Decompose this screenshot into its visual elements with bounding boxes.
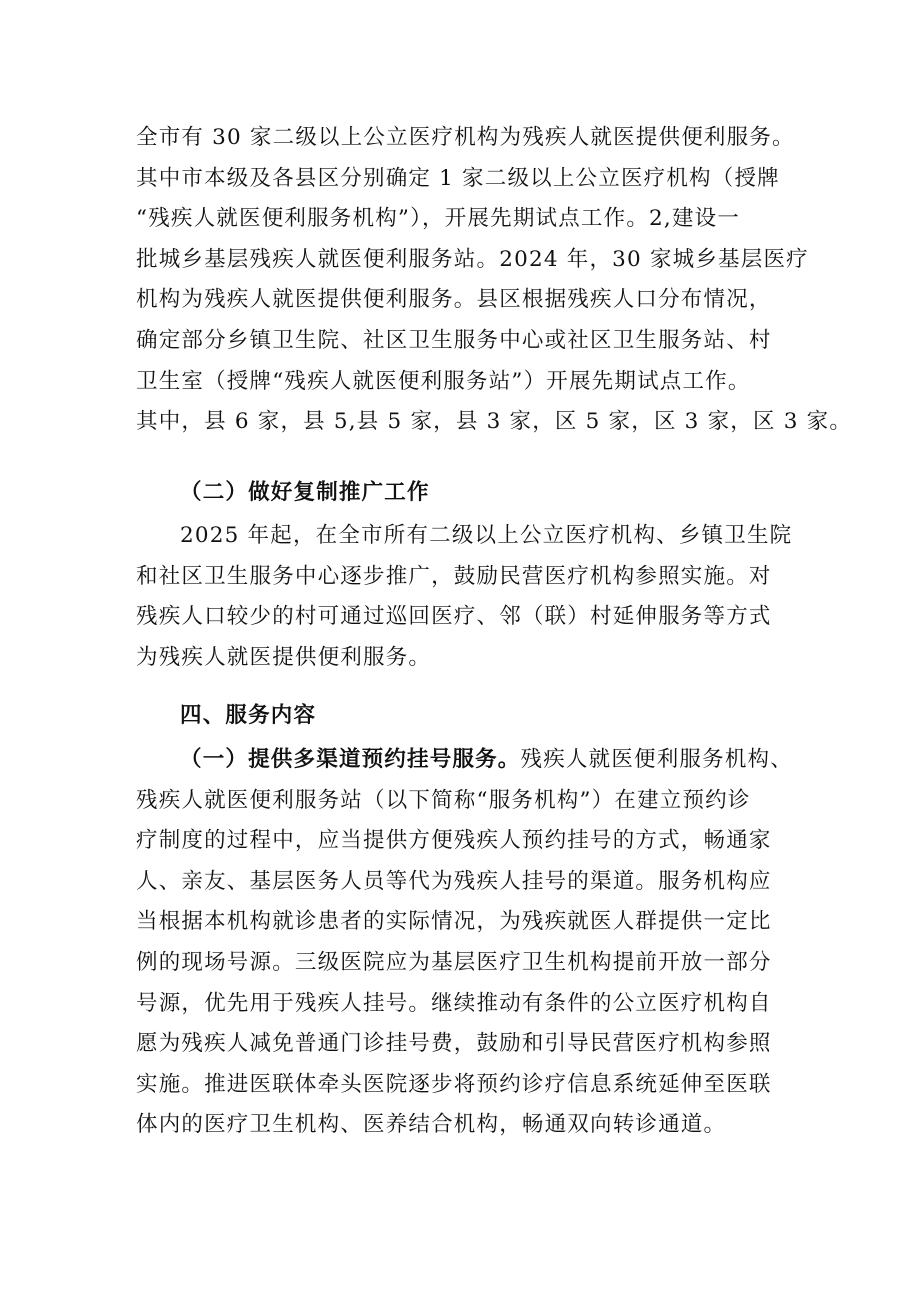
lead-line: [136, 740, 796, 781]
text-line: 2025 年起，在全市所有二级以上公立医疗机构、乡镇卫生院: [180, 523, 793, 548]
text-line: 为残疾人就医提供便利服务。: [136, 644, 432, 670]
subheading-block: [136, 473, 796, 514]
text-line: 全市有 30 家二级以上公立医疗机构为残疾人就医提供便利服务。: [136, 125, 795, 150]
text-line: 其中，县 6 家，县 5,县 5 家，县 3 家，区 5 家，区 3 家，区 3 家。: [136, 409, 853, 435]
text-line: 实施。推进医联体牵头医院逐步将预约诊疗信息系统延伸至医联: [136, 1071, 772, 1097]
text-line: 当根据本机构就诊患者的实际情况，为残疾就医人群提供一定比: [136, 909, 772, 935]
text-line: “残疾人就医便利服务机构”），开展先期试点工作。2,建设一: [136, 206, 741, 232]
lead-bold-title: （一）提供多渠道预约挂号服务。: [180, 747, 521, 772]
lead-rest-text: 残疾人就医便利服务机构、: [520, 747, 793, 772]
paragraph-pilot-institutions: [136, 118, 853, 443]
text-line: 机构为残疾人就医提供便利服务。县区根据残疾人口分布情况，: [136, 287, 772, 313]
text-line: 批城乡基层残疾人就医便利服务站。2024 年，30 家城乡基层医疗: [136, 246, 809, 272]
text-line: 愿为残疾人减免普通门诊挂号费，鼓励和引导民营医疗机构参照: [136, 1031, 772, 1057]
text-line: 卫生室（授牌“残疾人就医便利服务站”）开展先期试点工作。: [136, 368, 751, 394]
text-line: 确定部分乡镇卫生院、社区卫生服务中心或社区卫生服务站、村: [136, 327, 772, 353]
text-line: 体内的医疗卫生机构、医养结合机构，畅通双向转诊通道。: [136, 1112, 727, 1138]
paragraph-promotion: [136, 516, 796, 678]
section-heading-block: [136, 696, 796, 737]
text-line: 号源，优先用于残疾人挂号。继续推动有条件的公立医疗机构自: [136, 990, 772, 1016]
text-line: 其中市本级及各县区分别确定 1 家二级以上公立医疗机构（授牌: [136, 165, 780, 191]
subheading-replicate-promote: （二）做好复制推广工作: [180, 480, 430, 505]
text-line: 残疾人就医便利服务站（以下简称“服务机构”）在建立预约诊: [136, 787, 751, 813]
section-heading-service-content: 四、服务内容: [180, 703, 317, 728]
paragraph-appointment-service: [136, 740, 796, 1146]
text-line: 残疾人口较少的村可通过巡回医疗、邻（联）村延伸服务等方式: [136, 604, 772, 630]
text-line: 人、亲友、基层医务人员等代为残疾人挂号的渠道。服务机构应: [136, 868, 772, 894]
text-line: 疗制度的过程中，应当提供方便残疾人预约挂号的方式，畅通家: [136, 828, 772, 854]
text-line: 和社区卫生服务中心逐步推广，鼓励民营医疗机构参照实施。对: [136, 563, 772, 589]
text-line: 例的现场号源。三级医院应为基层医疗卫生机构提前开放一部分: [136, 949, 772, 975]
